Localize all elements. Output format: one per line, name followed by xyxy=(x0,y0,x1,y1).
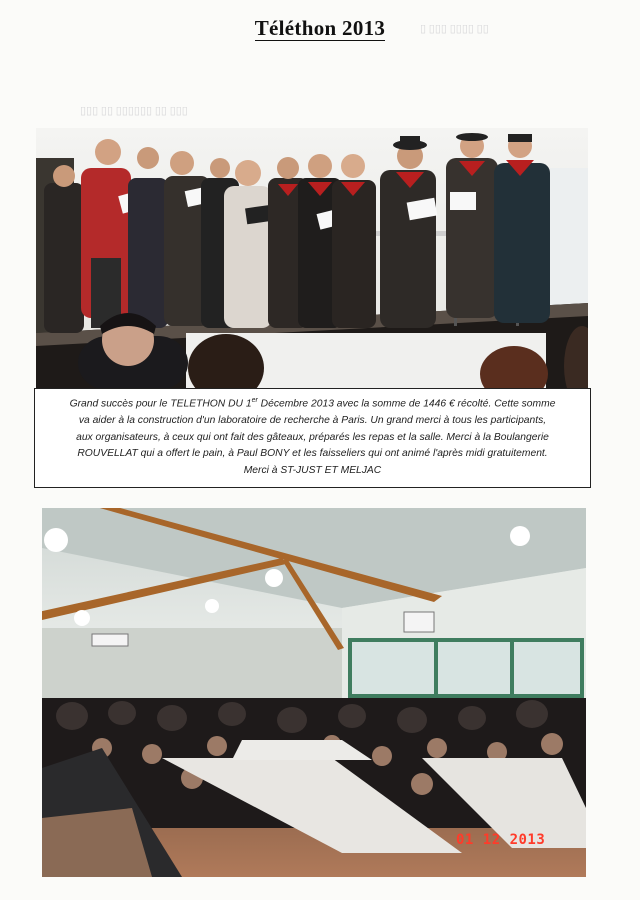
caption-line: ROUVELLAT qui a offert le pain, à Paul BONY et les faisseliers qui ont animé l'après midi gratuitement. xyxy=(77,448,548,460)
page-title-text: Téléthon 2013 xyxy=(254,16,386,40)
caption-line: aux organisateurs, à ceux qui ont fait des gâteaux, préparés les repas et la salle. Merci à la Boulangerie xyxy=(76,431,549,443)
dining-hall-photo xyxy=(42,508,586,877)
caption-text: Grand succès pour le xyxy=(69,398,171,410)
caption-line xyxy=(41,393,584,413)
caption-text: Cette somme xyxy=(491,398,556,410)
caption-line: Merci à ST-JUST ET MELJAC xyxy=(243,464,382,476)
choir-photo xyxy=(36,128,588,390)
caption-text-amount: Décembre 2013 avec la somme de 1446 € récolté. xyxy=(257,398,492,410)
caption-line: va aider à la construction d'un laboratoire de recherche à Paris. Un grand merci à tous les participants, xyxy=(78,415,547,427)
bleed-through-text: ▯ ▯▯▯ ▯▯▯▯ ▯▯ xyxy=(420,23,489,35)
page-title xyxy=(0,16,640,41)
bleed-through-text: ▯▯▯ ▯▯ ▯▯▯▯▯▯ ▯▯ ▯▯▯ xyxy=(80,105,188,117)
caption-superscript: er xyxy=(251,397,258,404)
caption-text-telethon: TELETHON DU 1 xyxy=(170,398,252,410)
caption-box xyxy=(34,388,591,488)
photo-date-stamp: 01 12 2013 xyxy=(456,832,546,848)
